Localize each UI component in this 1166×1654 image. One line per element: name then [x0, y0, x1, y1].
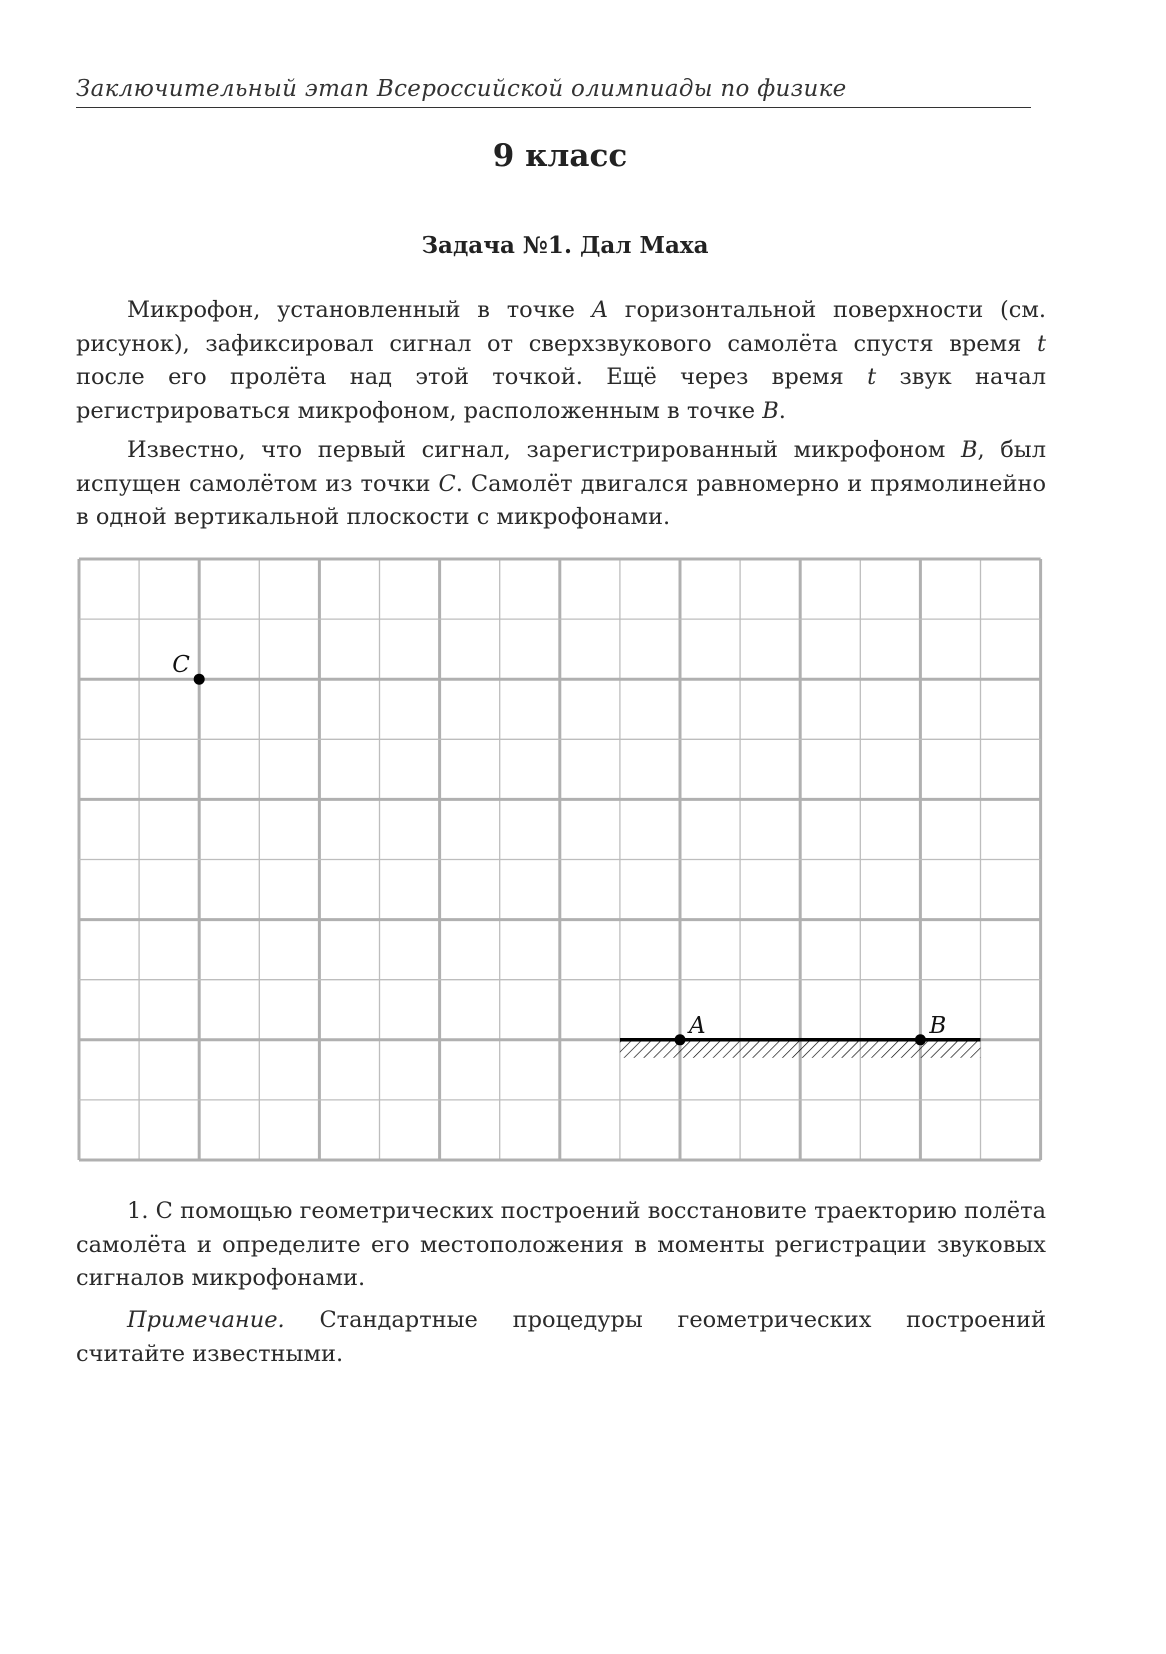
grid-diagram [76, 556, 1046, 1166]
text: звук начал регистрироваться микрофоном, расположенным в точке [76, 364, 1046, 424]
text: , был испущен самолётом из точки [76, 437, 1046, 497]
text: горизонтальной поверхности (см. рисунок), зафиксировал сигнал от сверхзвукового самолёта спустя время [76, 297, 1046, 357]
text: после его пролёта над этой точкой. Ещё через время [76, 364, 868, 390]
point-c-ref: C [438, 470, 456, 497]
grid-lines [79, 559, 1041, 1160]
note-label: Примечание. [127, 1307, 285, 1333]
header-rule [76, 107, 1031, 108]
note [76, 1304, 1046, 1371]
text: Известно, что первый сигнал, зарегистрированный микрофоном [127, 437, 961, 463]
ground-hatching [620, 1040, 981, 1058]
text: Микрофон, установленный в точке [127, 297, 592, 323]
problem-paragraph-1 [76, 294, 1046, 428]
note-text: Стандартные процедуры геометрических построений считайте известными. [76, 1307, 1046, 1367]
point-c-marker [194, 674, 205, 685]
text: . [778, 397, 786, 424]
point-c-label: C [172, 652, 190, 679]
point-b-ref: B [762, 397, 779, 424]
time-t-ref: t [1036, 330, 1046, 357]
point-b-ref: B [960, 437, 978, 463]
point-a-marker [675, 1034, 686, 1045]
point-b-marker [915, 1034, 926, 1045]
class-title: 9 класс [492, 138, 628, 174]
problem-paragraph-2 [76, 434, 1046, 535]
point-b-label: B [929, 1012, 947, 1039]
point-a-ref: A [591, 297, 608, 323]
point-a-label: A [689, 1012, 706, 1039]
ground-surface [620, 1040, 981, 1058]
task-title: Задача №1. Дал Маха [421, 232, 709, 259]
grid-figure [76, 556, 1046, 1170]
time-t-ref: t [867, 364, 877, 390]
running-header: Заключительный этап Всероссийской олимпиады по физике [76, 76, 847, 102]
text: . Самолёт двигался равномерно и прямолинейно в одной вертикальной плоскости с микрофонами. [76, 470, 1046, 530]
question-1: 1. С помощью геометрических построений восстановите траекторию полёта самолёта и определите его местоположения в моменты регистрации звуковых сигналов микрофонами. [76, 1198, 1046, 1291]
